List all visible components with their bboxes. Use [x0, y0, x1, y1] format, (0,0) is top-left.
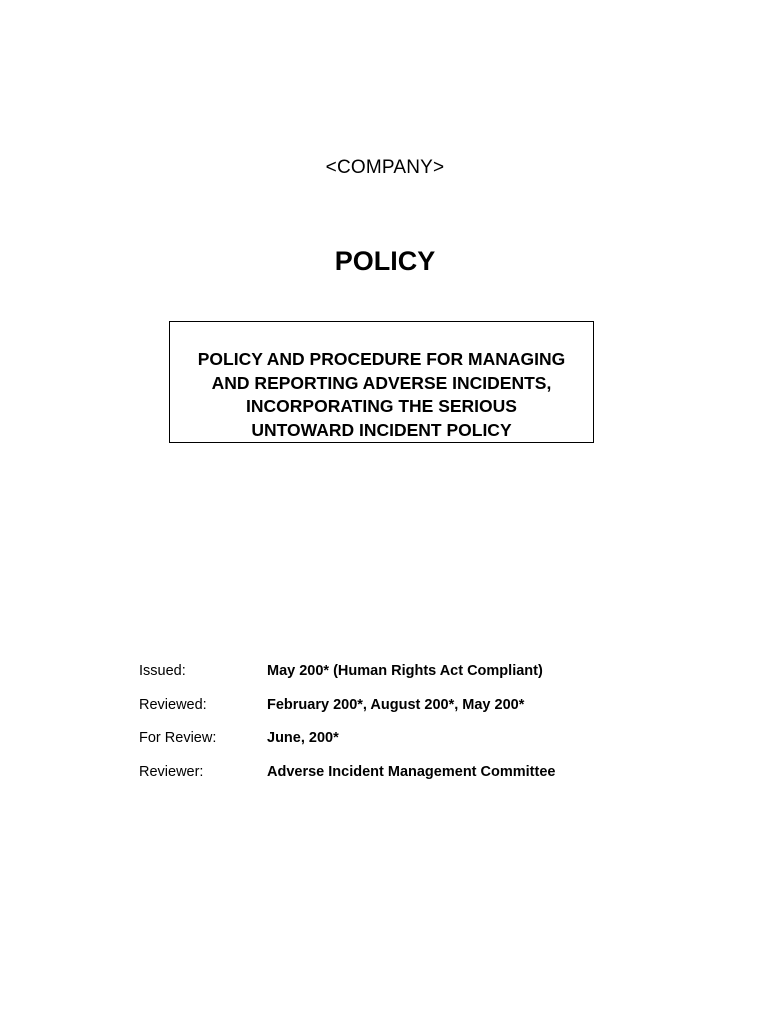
- policy-title-line: POLICY AND PROCEDURE FOR MANAGING: [197, 349, 566, 369]
- metadata-row-issued: [139, 662, 659, 696]
- metadata-value: February 200*, August 200*, May 200*: [267, 696, 525, 713]
- metadata-value: Adverse Incident Management Committee: [267, 763, 556, 780]
- metadata-value: June, 200*: [267, 730, 339, 746]
- policy-heading: POLICY: [334, 246, 436, 276]
- metadata-row-reviewer: [139, 763, 659, 797]
- metadata-label: Reviewer:: [139, 763, 204, 780]
- document-metadata: [139, 662, 659, 796]
- policy-title-line: INCORPORATING THE SERIOUS: [246, 396, 517, 416]
- metadata-label: Reviewed:: [139, 696, 207, 713]
- policy-title-line: UNTOWARD INCIDENT POLICY: [251, 419, 512, 440]
- metadata-row-for-review: [139, 729, 659, 763]
- metadata-label: For Review:: [139, 730, 217, 746]
- policy-title-line: AND REPORTING ADVERSE INCIDENTS,: [211, 372, 552, 393]
- metadata-row-reviewed: [139, 696, 659, 730]
- company-name: <COMPANY>: [325, 157, 445, 178]
- policy-title-box: [169, 321, 594, 443]
- metadata-label: Issued:: [139, 663, 186, 679]
- metadata-value: May 200* (Human Rights Act Compliant): [267, 663, 543, 679]
